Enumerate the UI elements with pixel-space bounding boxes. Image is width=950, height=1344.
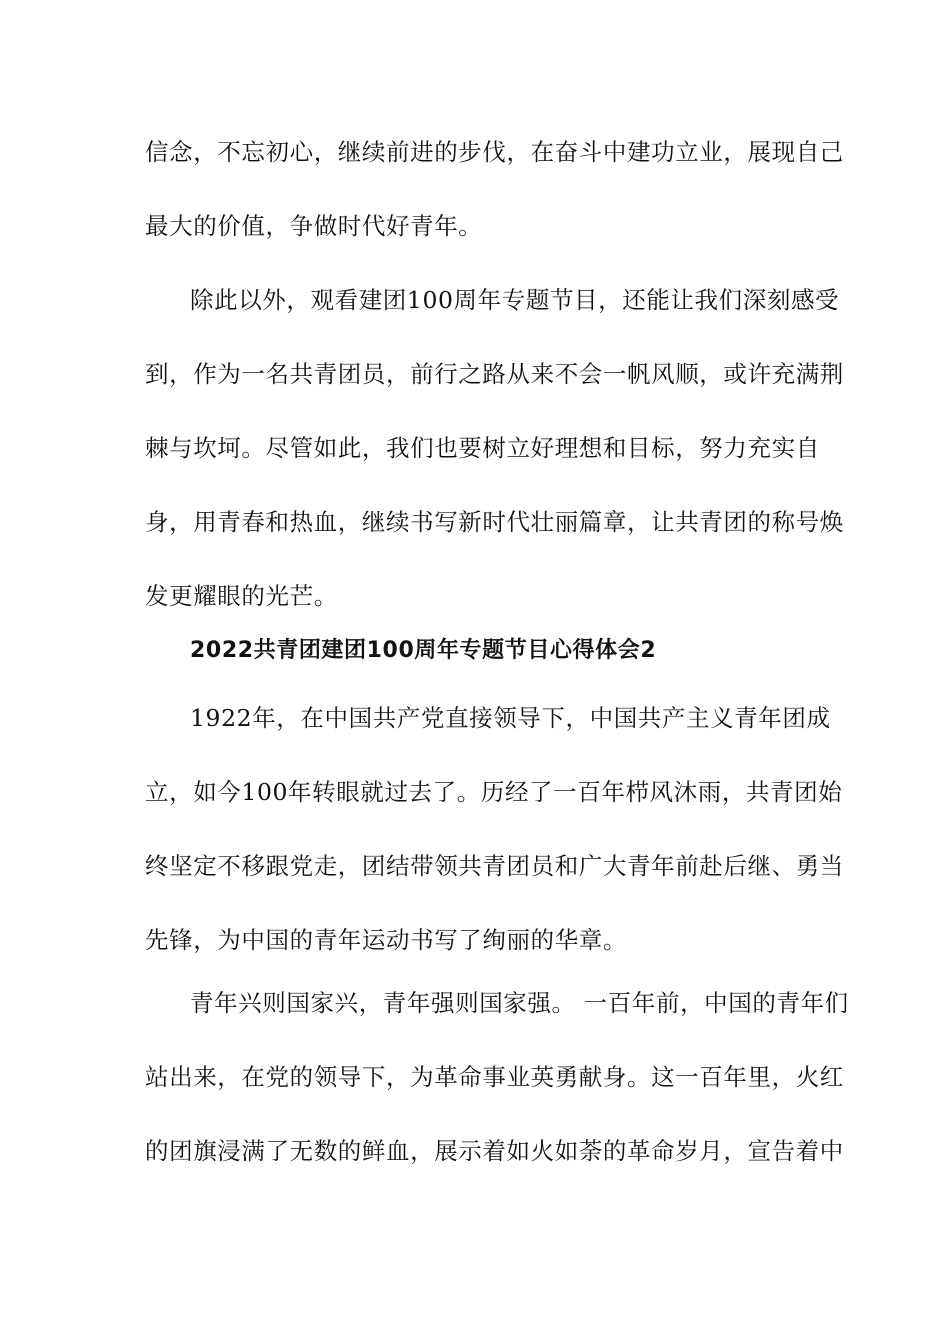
text-line: 的团旗浸满了无数的鲜血，展示着如火如荼的革命岁月，宣告着中 xyxy=(145,1137,844,1165)
text-line: 信念，不忘初心，继续前进的步伐，在奋斗中建功立业，展现自己 xyxy=(145,138,844,166)
text-line: 发更耀眼的光芒。 xyxy=(145,582,338,610)
text-line: 到，作为一名共青团员，前行之路从来不会一帆风顺，或许充满荆 xyxy=(145,360,844,388)
text-line: 终坚定不移跟党走，团结带领共青团员和广大青年前赴后继、勇当 xyxy=(145,852,844,880)
text-line: 除此以外，观看建团100周年专题节目，还能让我们深刻感受 xyxy=(190,286,840,314)
text-line: 1922年，在中国共产党直接领导下，中国共产主义青年团成 xyxy=(190,704,831,732)
section-heading: 2022共青团建团100周年专题节目心得体会2 xyxy=(190,638,657,663)
text-line: 最大的价值，争做时代好青年。 xyxy=(145,212,483,240)
text-line: 青年兴则国家兴，青年强则国家强。 一百年前，中国的青年们 xyxy=(190,989,849,1017)
text-line: 身，用青春和热血，继续书写新时代壮丽篇章，让共青团的称号焕 xyxy=(145,508,844,536)
text-line: 站出来，在党的领导下，为革命事业英勇献身。这一百年里，火红 xyxy=(145,1063,844,1091)
text-line: 棘与坎坷。尽管如此，我们也要树立好理想和目标，努力充实自 xyxy=(145,434,820,462)
text-line: 先锋，为中国的青年运动书写了绚丽的华章。 xyxy=(145,926,627,954)
text-line: 立，如今100年转眼就过去了。历经了一百年栉风沐雨，共青团始 xyxy=(145,778,843,806)
